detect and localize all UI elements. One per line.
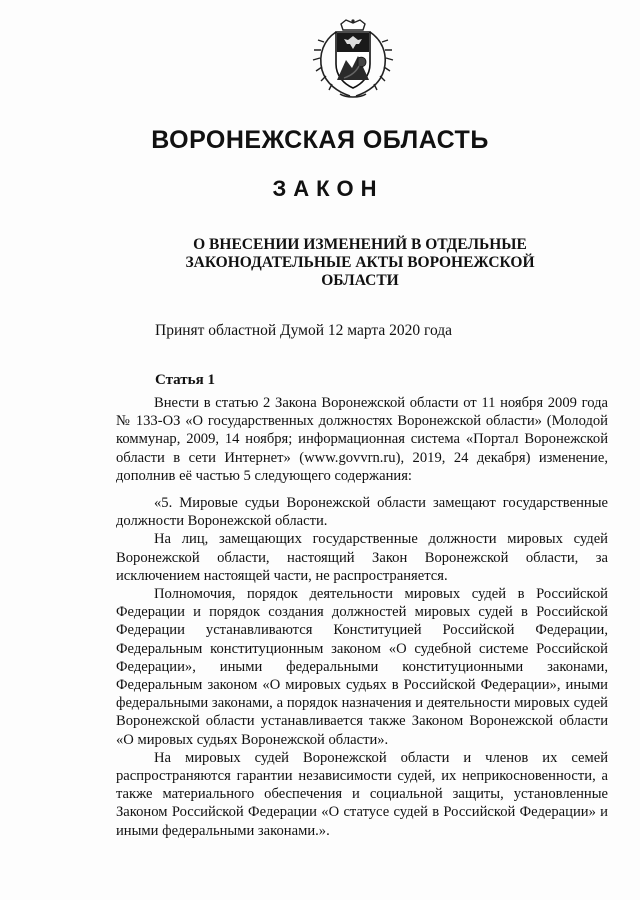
article-intro [116,394,608,485]
document-type-heading: ЗАКОН [272,176,384,201]
paragraph: На мировых судей Воронежской области и членов их семей распространяются гарантии независимости судей, их неприкосновенности, а также материального обеспечения и социальной защиты, установленные Законом Российской Федерации «О статусе судей в Российской Федерации» и иными федеральными законами.». [116,749,608,839]
article-body [116,494,608,840]
paragraph: Полномочия, порядок деятельности мировых судей в Российской Федерации и порядок создания должностей мировых судей в Российской Федерации устанавливаются Конституцией Российской Федерации, Федеральным конституционным законом «О судебной системе Российской Федерации», иными федеральными конституционными законами, Федеральным законом «О мировых судьях в Российской Федерации», иными федеральными законами, а порядок назначения и деятельности мировых судей Воронежской области устанавливается также Законом Воронежской области «О мировых судьях Воронежской области». [116,586,608,748]
paragraph: «5. Мировые судьи Воронежской области замещают государственные должности Воронежской области. [116,495,608,530]
law-title-line: ЗАКОНОДАТЕЛЬНЫЕ АКТЫ ВОРОНЕЖСКОЙ [185,254,535,271]
region-heading: ВОРОНЕЖСКАЯ ОБЛАСТЬ [151,126,489,154]
article-heading: Статья 1 [155,372,215,388]
adoption-date: Принят областной Думой 12 марта 2020 года [155,322,453,339]
law-title-line: ОБЛАСТИ [321,272,399,289]
voronezh-coat-of-arms-icon [306,18,400,100]
law-title-line: О ВНЕСЕНИИ ИЗМЕНЕНИЙ В ОТДЕЛЬНЫЕ [193,236,527,253]
paragraph: Внести в статью 2 Закона Воронежской области от 11 ноября 2009 года № 133-ОЗ «О государственных должностях Воронежской области» (Молодой коммунар, 2009, 14 ноября; информационная система «Портал Воронежской области в сети Интернет» (www.govvrn.ru), 2019, 24 декабря) изменение, дополнив её частью 5 следующего содержания: [116,395,608,484]
law-title [150,236,570,290]
paragraph: На лиц, замещающих государственные должности мировых судей Воронежской области, настоящий Закон Воронежской области, за исключением настоящей части, не распространяется. [116,531,608,584]
